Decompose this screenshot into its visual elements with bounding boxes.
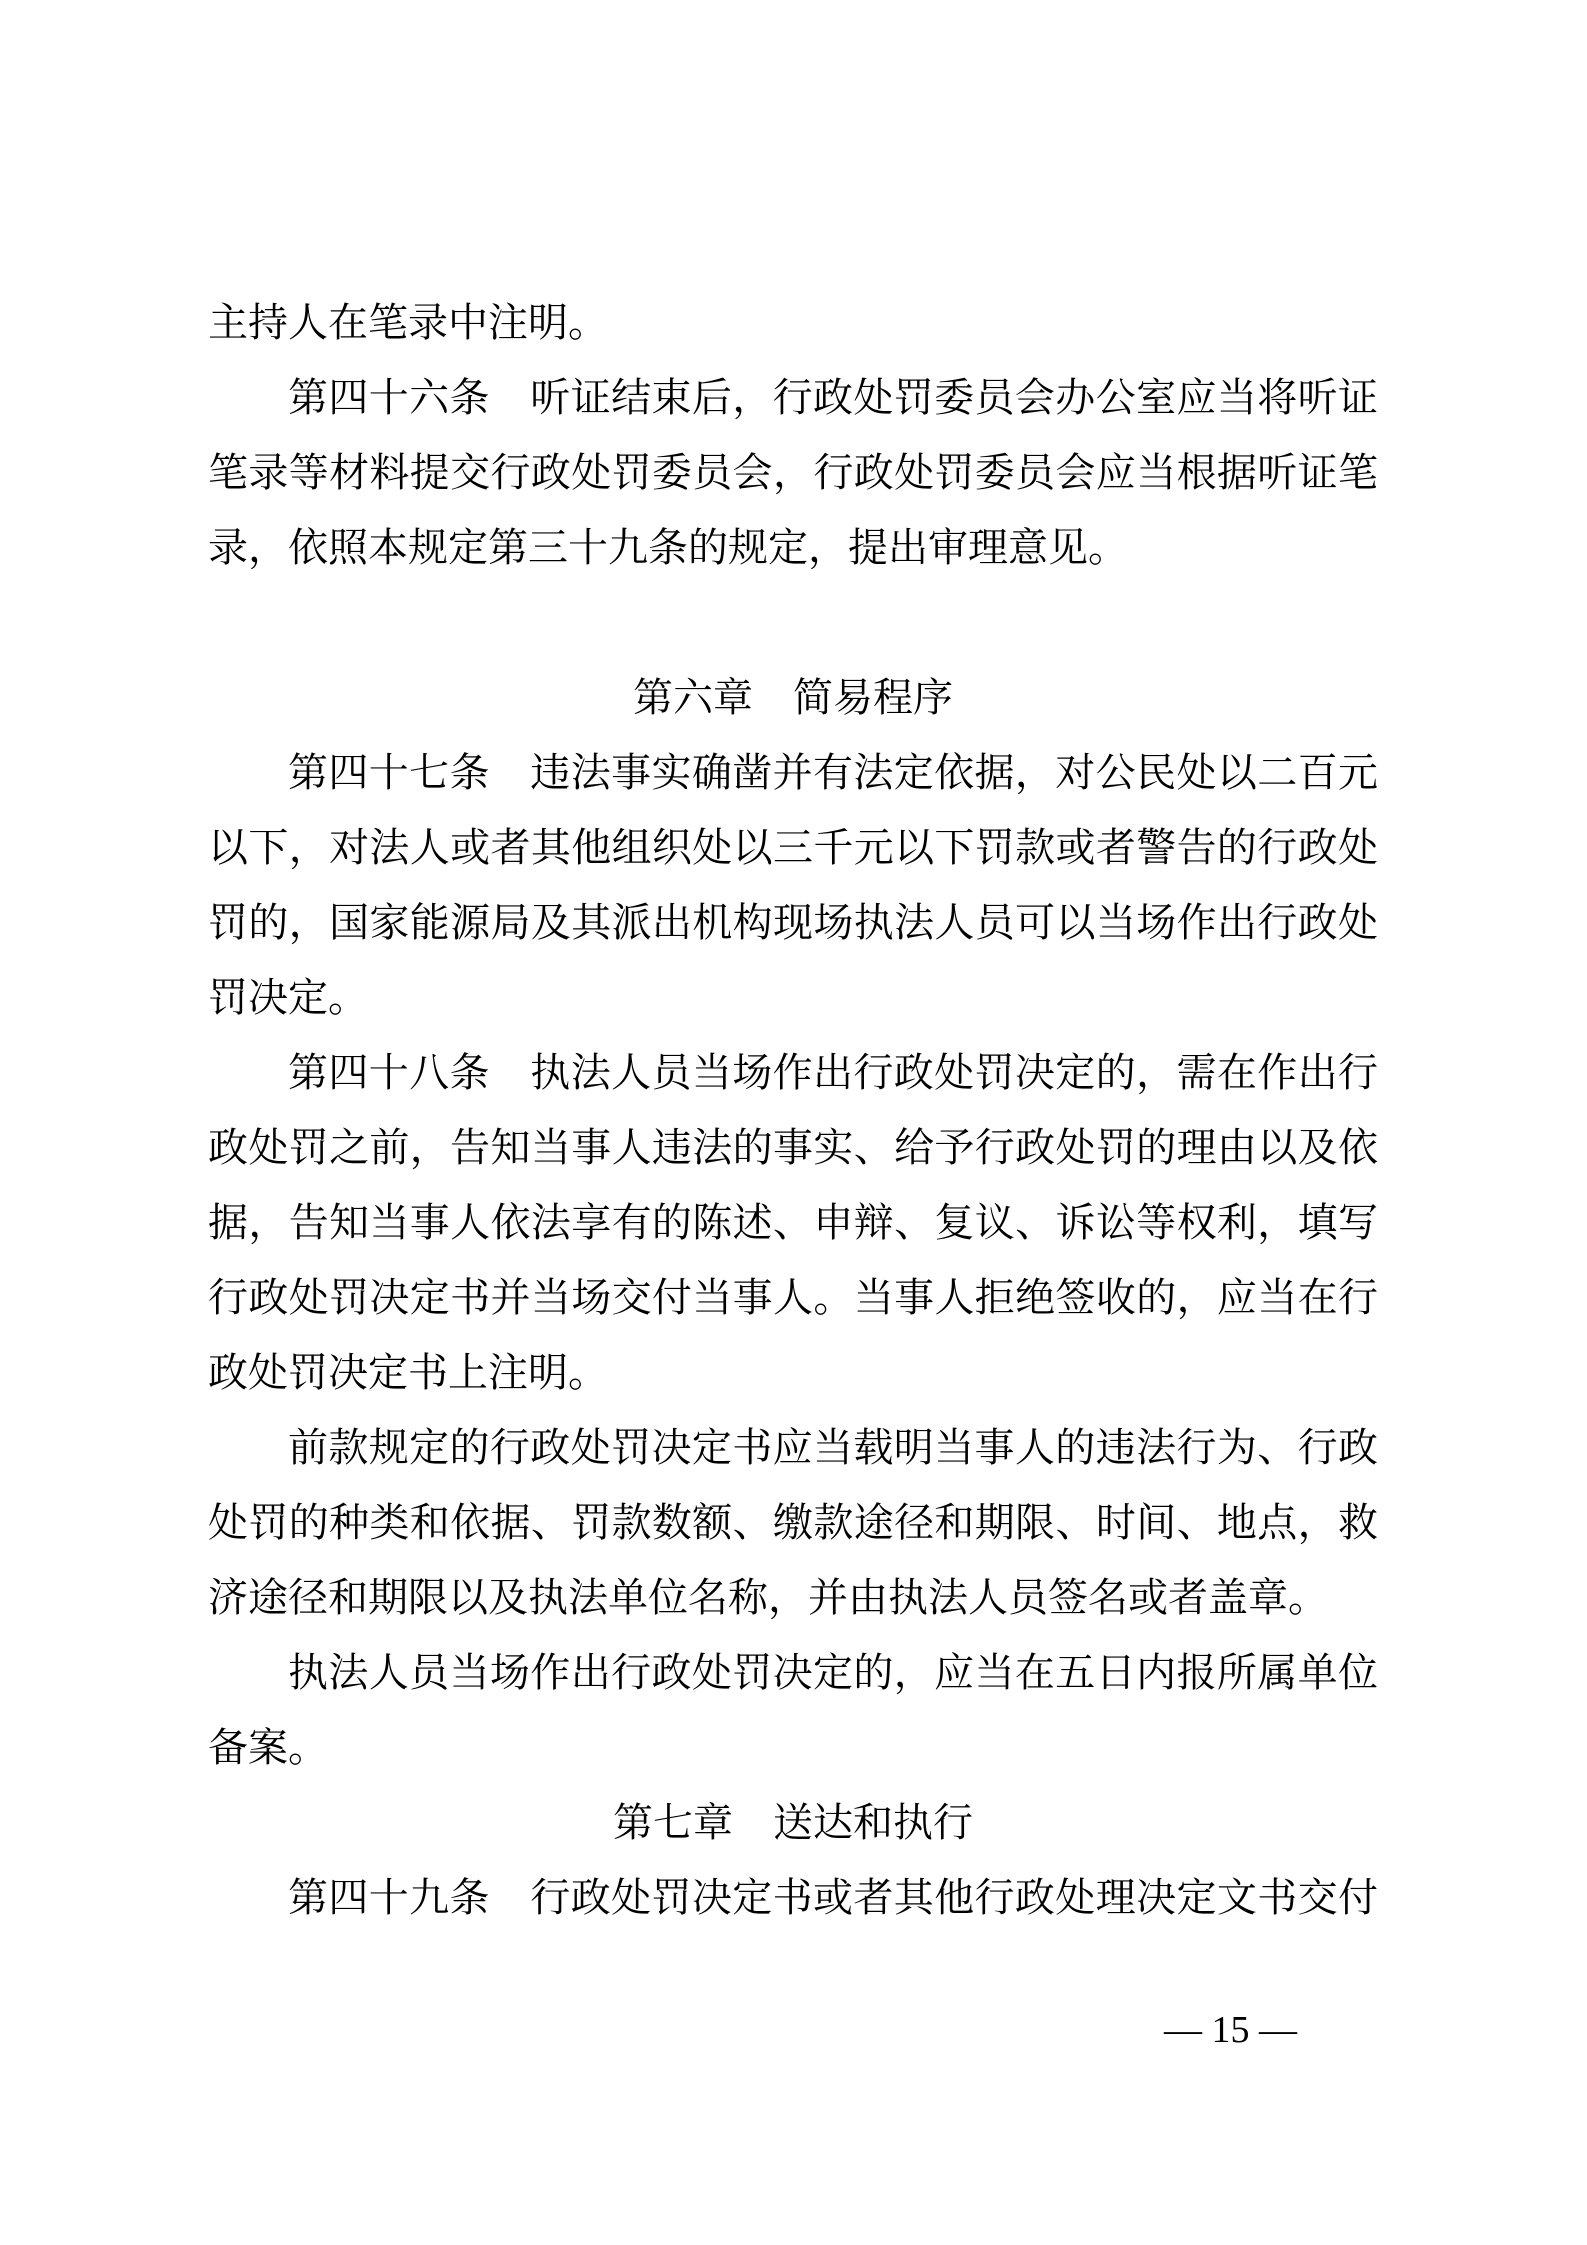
text-line: 政处罚决定书上注明。 [208,1351,608,1395]
chapter-heading: 第六章 简易程序 [633,676,953,720]
blank-line [208,586,1378,661]
text-line: 录，依照本规定第三十九条的规定，提出审理意见。 [208,526,1128,570]
text-line: 第四十八条 执法人员当场作出行政处罚决定的，需在作出行 [288,1051,1378,1095]
text-line: 处罚的种类和依据、罚款数额、缴款途径和期限、时间、地点，救 [208,1501,1378,1545]
document-body [208,286,1378,1936]
text-line: 以下，对法人或者其他组织处以三千元以下罚款或者警告的行政处 [208,826,1378,870]
text-line: 第四十九条 行政处罚决定书或者其他行政处理决定文书交付 [288,1876,1378,1920]
text-line: 据，告知当事人依法享有的陈述、申辩、复议、诉讼等权利，填写 [208,1201,1378,1245]
text-line: 主持人在笔录中注明。 [208,301,608,345]
text-line: 第四十七条 违法事实确凿并有法定依据，对公民处以二百元 [288,751,1378,795]
text-line: 政处罚之前，告知当事人违法的事实、给予行政处罚的理由以及依 [208,1126,1378,1170]
page-number: — 15 — [1164,2009,1297,2051]
text-line: 行政处罚决定书并当场交付当事人。当事人拒绝签收的，应当在行 [208,1276,1378,1320]
text-line: 罚决定。 [208,976,368,1020]
chapter-heading: 第七章 送达和执行 [613,1801,973,1845]
text-line: 济途径和期限以及执法单位名称，并由执法人员签名或者盖章。 [208,1576,1328,1620]
text-line: 备案。 [208,1726,328,1770]
text-line: 执法人员当场作出行政处罚决定的，应当在五日内报所属单位 [288,1651,1378,1695]
text-line: 前款规定的行政处罚决定书应当载明当事人的违法行为、行政 [288,1426,1378,1470]
text-line: 罚的，国家能源局及其派出机构现场执法人员可以当场作出行政处 [208,901,1378,945]
text-line: 笔录等材料提交行政处罚委员会，行政处罚委员会应当根据听证笔 [208,451,1378,495]
text-line: 第四十六条 听证结束后，行政处罚委员会办公室应当将听证 [288,376,1378,420]
